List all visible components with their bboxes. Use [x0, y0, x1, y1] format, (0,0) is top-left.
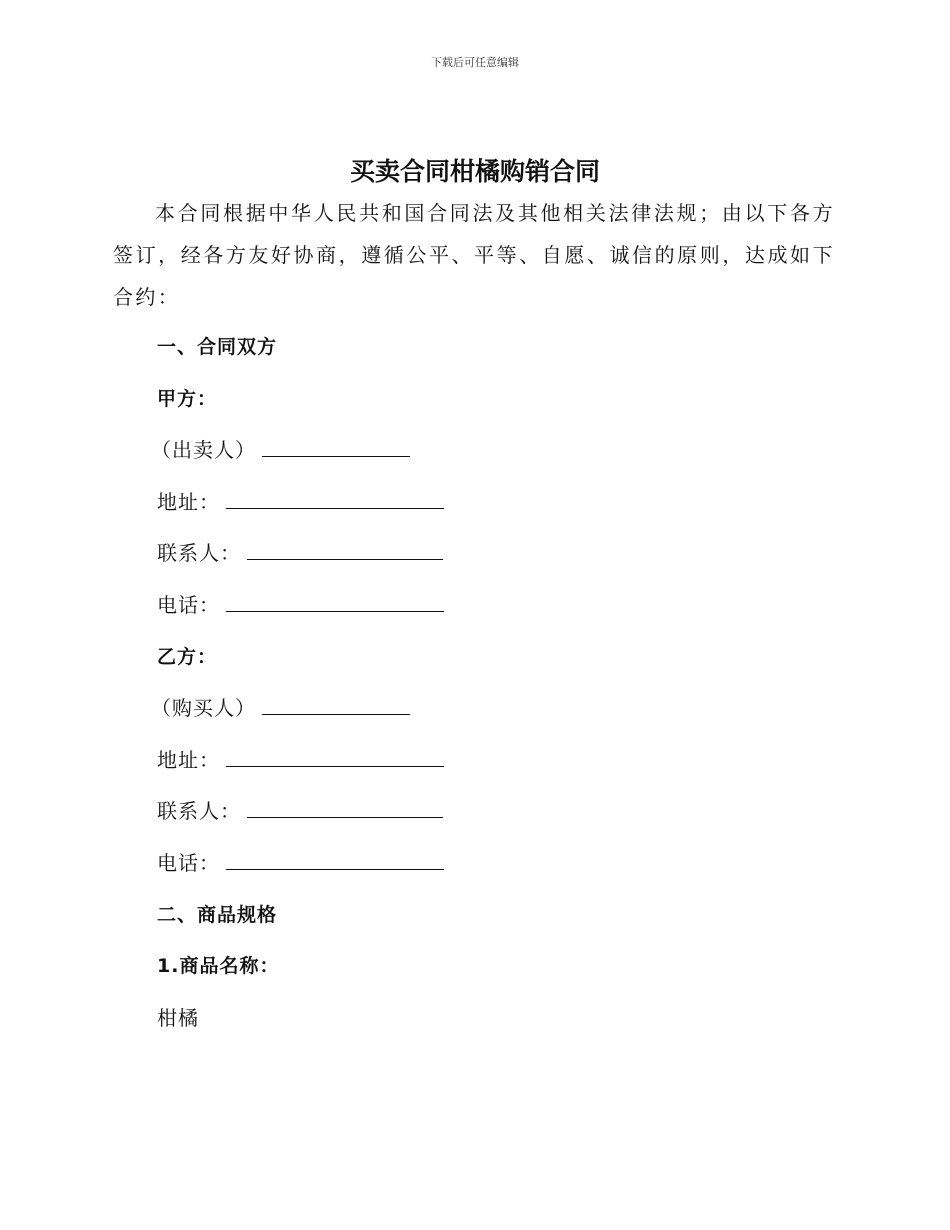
party-a-contact-field[interactable] [247, 539, 443, 560]
party-a-role-row [151, 436, 410, 464]
party-a-address-label: 地址： [157, 490, 220, 514]
section-heading-parties: 一、合同双方 [157, 336, 278, 358]
party-b-label: 乙方： [157, 646, 218, 668]
party-a-label: 甲方： [157, 388, 218, 410]
party-a-phone-label: 电话： [157, 593, 220, 617]
party-a-contact-row [157, 539, 443, 567]
party-b-address-field[interactable] [226, 746, 444, 767]
party-b-role-row [151, 694, 410, 722]
intro-paragraph: 本合同根据中华人民共和国合同法及其他相关法律法规；由以下各方签订，经各方友好协商，遵循公平、平等、自愿、诚信的原则，达成如下合约： [113, 201, 835, 309]
party-b-phone-label: 电话： [157, 851, 220, 875]
party-a-phone-row [157, 591, 444, 619]
party-a-role-label: （出卖人） [151, 438, 256, 462]
party-a-address-row [157, 488, 444, 516]
party-b-contact-label: 联系人： [157, 799, 241, 823]
party-b-role-label: （购买人） [151, 696, 256, 720]
party-a-name-field[interactable] [262, 436, 410, 457]
party-b-name-field[interactable] [262, 694, 410, 715]
party-a-address-field[interactable] [226, 488, 444, 509]
product-name-label: 1.商品名称： [157, 955, 280, 977]
party-a-phone-field[interactable] [226, 591, 444, 612]
document-title: 买卖合同柑橘购销合同 [349, 157, 600, 186]
party-b-address-row [157, 746, 444, 774]
section-heading-specs: 二、商品规格 [157, 904, 278, 926]
party-b-contact-field[interactable] [247, 797, 443, 818]
party-b-contact-row [157, 797, 443, 825]
party-b-address-label: 地址： [157, 748, 220, 772]
party-a-contact-label: 联系人： [157, 541, 241, 565]
page-header-note: 下载后可任意编辑 [431, 56, 519, 69]
party-b-phone-row [157, 849, 444, 877]
product-name-value: 柑橘 [157, 1006, 199, 1030]
party-b-phone-field[interactable] [226, 849, 444, 870]
